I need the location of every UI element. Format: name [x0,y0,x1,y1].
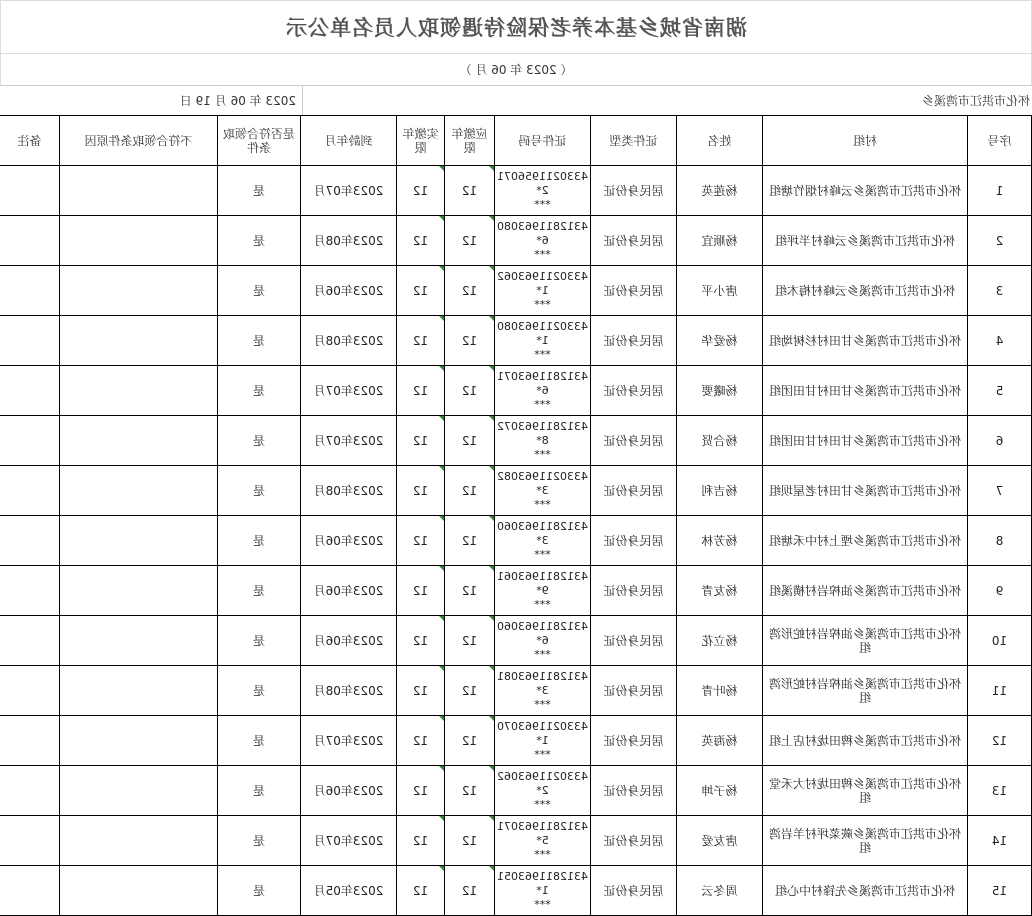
cell-seq: 9 [968,566,1032,616]
cell-village: 怀化市洪江市湾溪乡甘田村甘田团组 [763,416,968,466]
cell-seq: 13 [968,766,1032,816]
cell-reason [60,366,218,416]
id-number-text: 43128119630511* [497,869,588,897]
cell-eligible: 是 [218,766,301,816]
cell-paid-years: 12 [397,466,445,516]
col-eligible: 是否符合领取条件 [218,116,301,166]
cell-seq: 6 [968,416,1032,466]
cell-id-no [495,216,591,266]
col-reason: 不符合领取条件原因 [60,116,218,166]
cell-name: 杨叶青 [677,666,763,716]
id-number-mask: *** [534,797,551,811]
id-number-mask: *** [534,547,551,561]
cell-age-month: 2023年08月 [301,466,397,516]
cell-id-no [495,266,591,316]
cell-age-month: 2023年07月 [301,716,397,766]
cell-seq: 10 [968,616,1032,666]
cell-reason [60,316,218,366]
cell-id-no [495,766,591,816]
cell-village: 怀化市洪江市湾溪乡稗田垅村大禾堂组 [763,766,968,816]
id-number-text: 43302119630621* [497,269,588,297]
cell-remark [0,416,60,466]
cell-due-years: 12 [445,466,495,516]
cell-id-type: 居民身份证 [591,666,677,716]
cell-name: 杨莲英 [677,166,763,216]
id-number-mask: *** [534,447,551,461]
cell-village: 怀化市洪江市湾溪乡稗田垅村店上组 [763,716,968,766]
table-row [0,466,1032,516]
cell-due-years: 12 [445,516,495,566]
cell-paid-years: 12 [397,166,445,216]
id-number-mask: *** [534,247,551,261]
cell-remark [0,166,60,216]
cell-age-month: 2023年08月 [301,316,397,366]
cell-village: 怀化市洪江市湾溪乡堙上村中禾塘组 [763,516,968,566]
cell-seq: 15 [968,866,1032,916]
cell-id-type: 居民身份证 [591,466,677,516]
cell-id-no [495,166,591,216]
recipient-table [0,115,1032,916]
cell-reason [60,216,218,266]
cell-due-years: 12 [445,216,495,266]
cell-due-years: 12 [445,316,495,366]
cell-name: 杨芳林 [677,516,763,566]
cell-seq: 3 [968,266,1032,316]
cell-id-type: 居民身份证 [591,766,677,816]
cell-paid-years: 12 [397,316,445,366]
cell-remark [0,266,60,316]
id-number-mask: *** [534,497,551,511]
cell-seq: 5 [968,366,1032,416]
cell-paid-years: 12 [397,366,445,416]
cell-eligible: 是 [218,316,301,366]
col-age-month: 到龄年月 [301,116,397,166]
cell-name: 唐小平 [677,266,763,316]
cell-due-years: 12 [445,616,495,666]
cell-reason [60,616,218,666]
cell-eligible: 是 [218,816,301,866]
cell-village: 怀化市洪江市湾溪乡先锋村中心组 [763,866,968,916]
cell-name: 杨顺宜 [677,216,763,266]
table-header-row [0,116,1032,166]
col-remark: 备注 [0,116,60,166]
cell-reason [60,266,218,316]
id-number-text: 43302119630701* [497,719,588,747]
id-number-mask: *** [534,597,551,611]
id-number-text: 43128119630716* [497,369,588,397]
cell-eligible: 是 [218,466,301,516]
id-number-mask: *** [534,697,551,711]
id-number-text: 43128119630606* [497,619,588,647]
cell-eligible: 是 [218,666,301,716]
cell-name: 周冬云 [677,866,763,916]
cell-remark [0,316,60,366]
col-village: 村组 [763,116,968,166]
cell-seq: 12 [968,716,1032,766]
table-row [0,716,1032,766]
id-number-mask: *** [534,747,551,761]
table-row [0,816,1032,866]
cell-id-type: 居民身份证 [591,216,677,266]
cell-id-type: 居民身份证 [591,516,677,566]
cell-name: 唐友爱 [677,816,763,866]
cell-name: 杨合贤 [677,416,763,466]
info-row [0,85,1032,115]
cell-remark [0,816,60,866]
cell-age-month: 2023年06月 [301,516,397,566]
cell-id-type: 居民身份证 [591,816,677,866]
cell-paid-years: 12 [397,866,445,916]
cell-village: 怀化市洪江市湾溪乡蕨菜坪村羊岩湾组 [763,816,968,866]
cell-eligible: 是 [218,566,301,616]
cell-age-month: 2023年08月 [301,666,397,716]
id-number-text: 43128119630806* [497,219,588,247]
cell-id-type: 居民身份证 [591,616,677,666]
cell-remark [0,216,60,266]
cell-due-years: 12 [445,266,495,316]
table-row [0,316,1032,366]
cell-paid-years: 12 [397,816,445,866]
id-number-text: 43128119630728* [497,419,588,447]
cell-id-type: 居民身份证 [591,166,677,216]
id-number-mask: *** [534,897,551,911]
cell-seq: 4 [968,316,1032,366]
cell-id-type: 居民身份证 [591,566,677,616]
cell-name: 杨友青 [677,566,763,616]
cell-remark [0,716,60,766]
cell-remark [0,616,60,666]
cell-village: 怀化市洪江市湾溪乡甘田村杉树坳组 [763,316,968,366]
cell-paid-years: 12 [397,516,445,566]
table-row [0,566,1032,616]
cell-id-no [495,466,591,516]
cell-village: 怀化市洪江市湾溪乡甘田村甘田团组 [763,366,968,416]
cell-remark [0,666,60,716]
id-number-text: 43302119630801* [497,319,588,347]
cell-paid-years: 12 [397,716,445,766]
table-row [0,766,1032,816]
cell-seq: 8 [968,516,1032,566]
cell-id-no [495,666,591,716]
cell-due-years: 12 [445,166,495,216]
cell-age-month: 2023年07月 [301,816,397,866]
cell-id-type: 居民身份证 [591,266,677,316]
cell-age-month: 2023年08月 [301,216,397,266]
cell-seq: 2 [968,216,1032,266]
cell-eligible: 是 [218,516,301,566]
unit-text: 怀化市洪江市湾溪乡 [921,94,1030,108]
id-number-mask: *** [534,197,551,211]
cell-id-no [495,616,591,666]
id-number-text: 43302119630622* [497,769,588,797]
table-row [0,516,1032,566]
cell-reason [60,666,218,716]
cell-due-years: 12 [445,766,495,816]
cell-remark [0,366,60,416]
cell-eligible: 是 [218,716,301,766]
table-row [0,216,1032,266]
cell-eligible: 是 [218,866,301,916]
cell-id-no [495,566,591,616]
cell-name: 杨海英 [677,716,763,766]
col-seq: 序号 [968,116,1032,166]
cell-name: 杨爱华 [677,316,763,366]
cell-reason [60,716,218,766]
col-name: 姓名 [677,116,763,166]
cell-id-no [495,816,591,866]
cell-due-years: 12 [445,566,495,616]
cell-reason [60,416,218,466]
cell-name: 杨曦要 [677,366,763,416]
cell-paid-years: 12 [397,216,445,266]
id-number-text: 43128119630603* [497,519,588,547]
period-row [0,54,1032,85]
report-date-text: 2023 年 06 月 19 日 [179,94,296,108]
cell-remark [0,516,60,566]
cell-age-month: 2023年06月 [301,766,397,816]
cell-id-type: 居民身份证 [591,716,677,766]
cell-eligible: 是 [218,416,301,466]
id-number-mask: *** [534,647,551,661]
page-title-text: 湖南省城乡基本养老保险待遇领取人员名单公示 [285,16,747,40]
cell-reason [60,566,218,616]
cell-id-no [495,516,591,566]
cell-age-month: 2023年07月 [301,366,397,416]
id-number-text: 43128119630619* [497,569,588,597]
cell-eligible: 是 [218,266,301,316]
cell-paid-years: 12 [397,566,445,616]
table-row [0,666,1032,716]
cell-id-no [495,416,591,466]
cell-due-years: 12 [445,716,495,766]
id-number-mask: *** [534,847,551,861]
cell-paid-years: 12 [397,766,445,816]
cell-id-type: 居民身份证 [591,366,677,416]
cell-id-type: 居民身份证 [591,316,677,366]
table-row [0,416,1032,466]
id-number-mask: *** [534,397,551,411]
col-due-years: 应缴年限 [445,116,495,166]
col-id-no: 证件号码 [495,116,591,166]
table-row [0,866,1032,916]
cell-age-month: 2023年07月 [301,166,397,216]
cell-due-years: 12 [445,416,495,466]
cell-eligible: 是 [218,166,301,216]
cell-paid-years: 12 [397,666,445,716]
id-number-text: 43302119630823* [497,469,588,497]
cell-reason [60,516,218,566]
cell-due-years: 12 [445,816,495,866]
cell-eligible: 是 [218,216,301,266]
cell-village: 怀化市洪江市湾溪乡云峰村半坪组 [763,216,968,266]
cell-id-no [495,366,591,416]
cell-remark [0,566,60,616]
id-number-text: 43128119630813* [497,669,588,697]
cell-id-no [495,716,591,766]
cell-paid-years: 12 [397,616,445,666]
cell-paid-years: 12 [397,266,445,316]
col-id-type: 证件类型 [591,116,677,166]
cell-name: 杨吉利 [677,466,763,516]
table-row [0,366,1032,416]
cell-reason [60,816,218,866]
cell-remark [0,766,60,816]
col-paid-years: 实缴年限 [397,116,445,166]
cell-eligible: 是 [218,366,301,416]
cell-age-month: 2023年06月 [301,566,397,616]
table-body [0,166,1032,916]
cell-reason [60,766,218,816]
cell-reason [60,866,218,916]
table-row [0,166,1032,216]
cell-seq: 7 [968,466,1032,516]
period-text: （ 2023 年 06 月 ） [459,63,573,77]
cell-id-type: 居民身份证 [591,866,677,916]
id-number-text: 43302119560712* [497,169,588,197]
cell-village: 怀化市洪江市湾溪乡油榨岩村横溪组 [763,566,968,616]
page-title [0,0,1032,54]
cell-name: 杨立花 [677,616,763,666]
cell-id-no [495,316,591,366]
cell-village: 怀化市洪江市湾溪乡云峰村烟竹塘组 [763,166,968,216]
cell-id-no [495,866,591,916]
cell-due-years: 12 [445,666,495,716]
cell-village: 怀化市洪江市湾溪乡甘田村老屋坝组 [763,466,968,516]
cell-reason [60,166,218,216]
cell-due-years: 12 [445,866,495,916]
cell-remark [0,866,60,916]
cell-seq: 14 [968,816,1032,866]
cell-age-month: 2023年07月 [301,416,397,466]
cell-village: 怀化市洪江市湾溪乡云峰村梅木组 [763,266,968,316]
id-number-text: 43128119630715* [497,819,588,847]
report-date-cell [0,86,302,115]
cell-village: 怀化市洪江市湾溪乡油榨岩村蛇形湾组 [763,616,968,666]
id-number-mask: *** [534,347,551,361]
cell-reason [60,466,218,516]
cell-age-month: 2023年06月 [301,616,397,666]
unit-cell [302,86,1032,115]
cell-remark [0,466,60,516]
cell-id-type: 居民身份证 [591,416,677,466]
id-number-mask: *** [534,297,551,311]
cell-seq: 11 [968,666,1032,716]
table-row [0,266,1032,316]
cell-due-years: 12 [445,366,495,416]
cell-seq: 1 [968,166,1032,216]
cell-paid-years: 12 [397,416,445,466]
cell-eligible: 是 [218,616,301,666]
cell-village: 怀化市洪江市湾溪乡油榨岩村蛇形湾组 [763,666,968,716]
table-row [0,616,1032,666]
cell-name: 杨子坤 [677,766,763,816]
cell-age-month: 2023年05月 [301,866,397,916]
cell-age-month: 2023年06月 [301,266,397,316]
